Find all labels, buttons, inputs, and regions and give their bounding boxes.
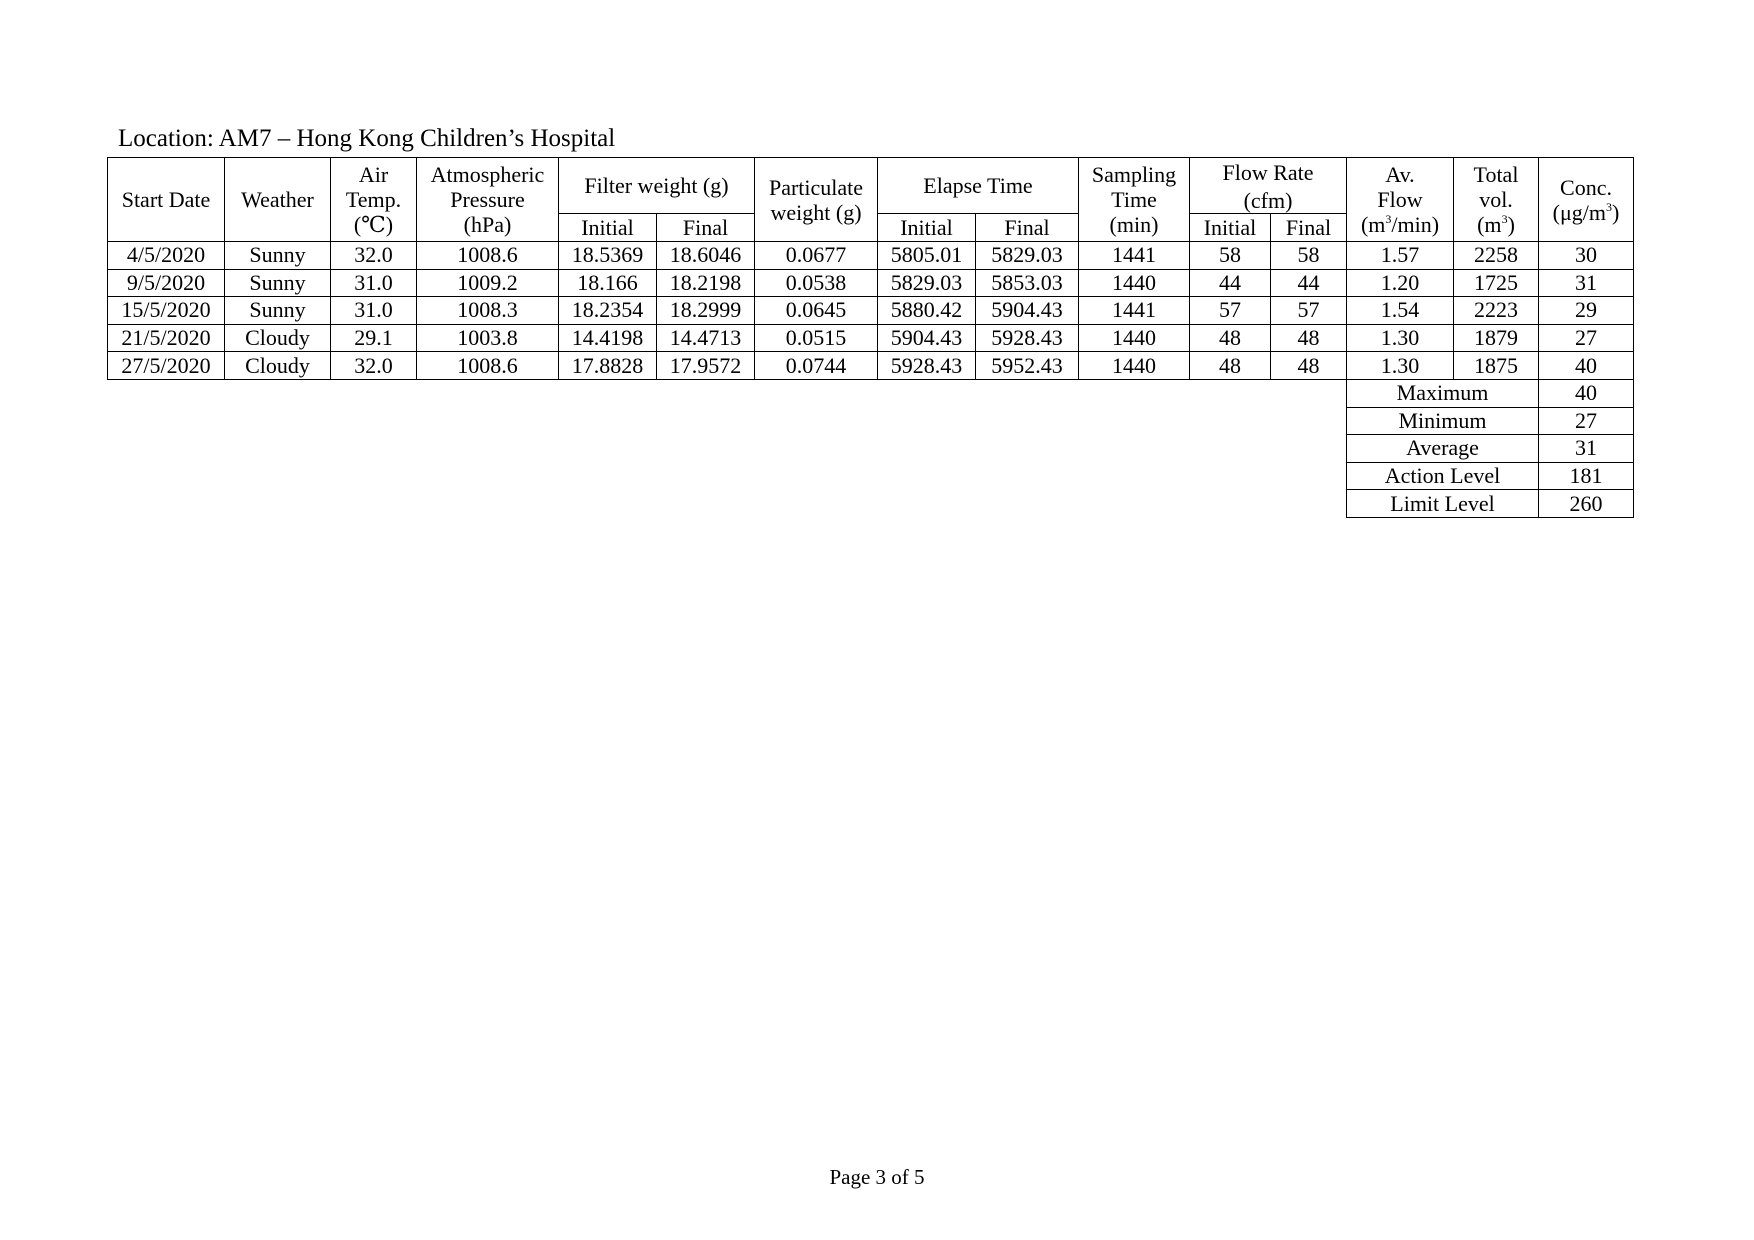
table-cell: 1.30 [1347, 352, 1454, 380]
table-cell: 1008.3 [417, 297, 559, 325]
table-cell: 40 [1539, 352, 1634, 380]
table-cell: 29.1 [331, 324, 417, 352]
table-cell: 5904.43 [976, 297, 1079, 325]
summary-label: Average [1347, 435, 1539, 463]
table-cell: 5805.01 [878, 242, 976, 270]
table-cell: 31.0 [331, 297, 417, 325]
table-cell: Sunny [225, 269, 331, 297]
table-row [108, 269, 1634, 297]
table-cell: 1.20 [1347, 269, 1454, 297]
table-cell: 0.0515 [755, 324, 878, 352]
table-cell: 48 [1190, 324, 1271, 352]
table-cell: 57 [1271, 297, 1347, 325]
table-row [108, 352, 1634, 380]
table-cell: 32.0 [331, 242, 417, 270]
table-cell: 30 [1539, 242, 1634, 270]
table-cell: 2258 [1454, 242, 1539, 270]
header-flow-final: Final [1271, 214, 1347, 242]
table-cell: 1008.6 [417, 352, 559, 380]
header-filter-weight: Filter weight (g) [559, 158, 755, 214]
table-cell: 17.9572 [657, 352, 755, 380]
table-cell: 1440 [1079, 352, 1190, 380]
table-cell: 5853.03 [976, 269, 1079, 297]
header-weather: Weather [225, 158, 331, 242]
table-cell: 5952.43 [976, 352, 1079, 380]
header-flow-rate: Flow Rate [1190, 158, 1347, 189]
summary-label: Minimum [1347, 407, 1539, 435]
table-cell: 18.6046 [657, 242, 755, 270]
header-filter-final: Final [657, 214, 755, 242]
table-cell: 48 [1190, 352, 1271, 380]
table-cell: 5880.42 [878, 297, 976, 325]
table-cell: 58 [1271, 242, 1347, 270]
summary-row-action-level [108, 462, 1634, 490]
summary-row-average [108, 435, 1634, 463]
table-row [108, 242, 1634, 270]
header-particulate-weight: Particulate weight (g) [755, 158, 878, 242]
table-cell: 5829.03 [878, 269, 976, 297]
header-flow-rate-unit: (cfm) [1190, 189, 1347, 214]
table-cell: 17.8828 [559, 352, 657, 380]
summary-row-limit-level [108, 490, 1634, 518]
table-cell: 18.5369 [559, 242, 657, 270]
table-cell: 27/5/2020 [108, 352, 225, 380]
table-cell: 14.4713 [657, 324, 755, 352]
table-cell: Cloudy [225, 324, 331, 352]
summary-row-minimum [108, 407, 1634, 435]
table-cell: 57 [1190, 297, 1271, 325]
page-number: Page 3 of 5 [829, 1165, 925, 1189]
summary-value: 260 [1539, 490, 1634, 518]
table-cell: 1441 [1079, 297, 1190, 325]
table-cell: 1008.6 [417, 242, 559, 270]
summary-label: Maximum [1347, 379, 1539, 407]
table-cell: Cloudy [225, 352, 331, 380]
summary-label: Limit Level [1347, 490, 1539, 518]
table-cell: 0.0677 [755, 242, 878, 270]
header-start-date: Start Date [108, 158, 225, 242]
table-cell: 1440 [1079, 269, 1190, 297]
table-cell: 4/5/2020 [108, 242, 225, 270]
table-cell: 1875 [1454, 352, 1539, 380]
header-flow-initial: Initial [1190, 214, 1271, 242]
table-cell: 58 [1190, 242, 1271, 270]
table-cell: 48 [1271, 324, 1347, 352]
table-cell: 14.4198 [559, 324, 657, 352]
table-cell: 18.166 [559, 269, 657, 297]
table-cell: 1.57 [1347, 242, 1454, 270]
table-cell: 27 [1539, 324, 1634, 352]
table-cell: 5928.43 [878, 352, 976, 380]
header-elapse-time: Elapse Time [878, 158, 1079, 214]
table-cell: 21/5/2020 [108, 324, 225, 352]
table-cell: 32.0 [331, 352, 417, 380]
table-cell: 1441 [1079, 242, 1190, 270]
table-cell: 0.0645 [755, 297, 878, 325]
table-cell: 0.0538 [755, 269, 878, 297]
table-cell: 18.2198 [657, 269, 755, 297]
table-row [108, 297, 1634, 325]
table-cell: 2223 [1454, 297, 1539, 325]
summary-value: 31 [1539, 435, 1634, 463]
table-cell: 1.30 [1347, 324, 1454, 352]
table-cell: 18.2354 [559, 297, 657, 325]
table-cell: 9/5/2020 [108, 269, 225, 297]
table-cell: 31.0 [331, 269, 417, 297]
table-cell: 29 [1539, 297, 1634, 325]
table-cell: 31 [1539, 269, 1634, 297]
table-cell: 15/5/2020 [108, 297, 225, 325]
header-air-temp: Air Temp. (℃) [331, 158, 417, 242]
header-elapse-initial: Initial [878, 214, 976, 242]
table-cell: 0.0744 [755, 352, 878, 380]
summary-value: 27 [1539, 407, 1634, 435]
summary-value: 40 [1539, 379, 1634, 407]
table-cell: 1009.2 [417, 269, 559, 297]
table-cell: 1440 [1079, 324, 1190, 352]
table-cell: 44 [1271, 269, 1347, 297]
header-sampling-time: Sampling Time (min) [1079, 158, 1190, 242]
header-row [108, 158, 1634, 189]
header-conc: Conc. $(\mu g/m^3)$ [1539, 158, 1634, 242]
header-av-flow: Av. Flow $(m^3/\min)$ [1347, 158, 1454, 242]
header-filter-initial: Initial [559, 214, 657, 242]
table-cell: 48 [1271, 352, 1347, 380]
summary-value: 181 [1539, 462, 1634, 490]
table-cell: 1725 [1454, 269, 1539, 297]
table-cell: 44 [1190, 269, 1271, 297]
table-cell: Sunny [225, 297, 331, 325]
air-quality-table [107, 157, 1634, 518]
location-title: Location: AM7 – Hong Kong Children’s Hospital [118, 125, 616, 152]
table-cell: Sunny [225, 242, 331, 270]
table-cell: 1879 [1454, 324, 1539, 352]
table-cell: 18.2999 [657, 297, 755, 325]
table-cell: 1003.8 [417, 324, 559, 352]
summary-label: Action Level [1347, 462, 1539, 490]
table-cell: 5904.43 [878, 324, 976, 352]
header-pressure: Atmospheric Pressure (hPa) [417, 158, 559, 242]
header-elapse-final: Final [976, 214, 1079, 242]
summary-row-maximum [108, 379, 1634, 407]
table-cell: 1.54 [1347, 297, 1454, 325]
header-total-vol: Total vol. $(m^3)$ [1454, 158, 1539, 242]
table-cell: 5829.03 [976, 242, 1079, 270]
table-row [108, 324, 1634, 352]
table-cell: 5928.43 [976, 324, 1079, 352]
